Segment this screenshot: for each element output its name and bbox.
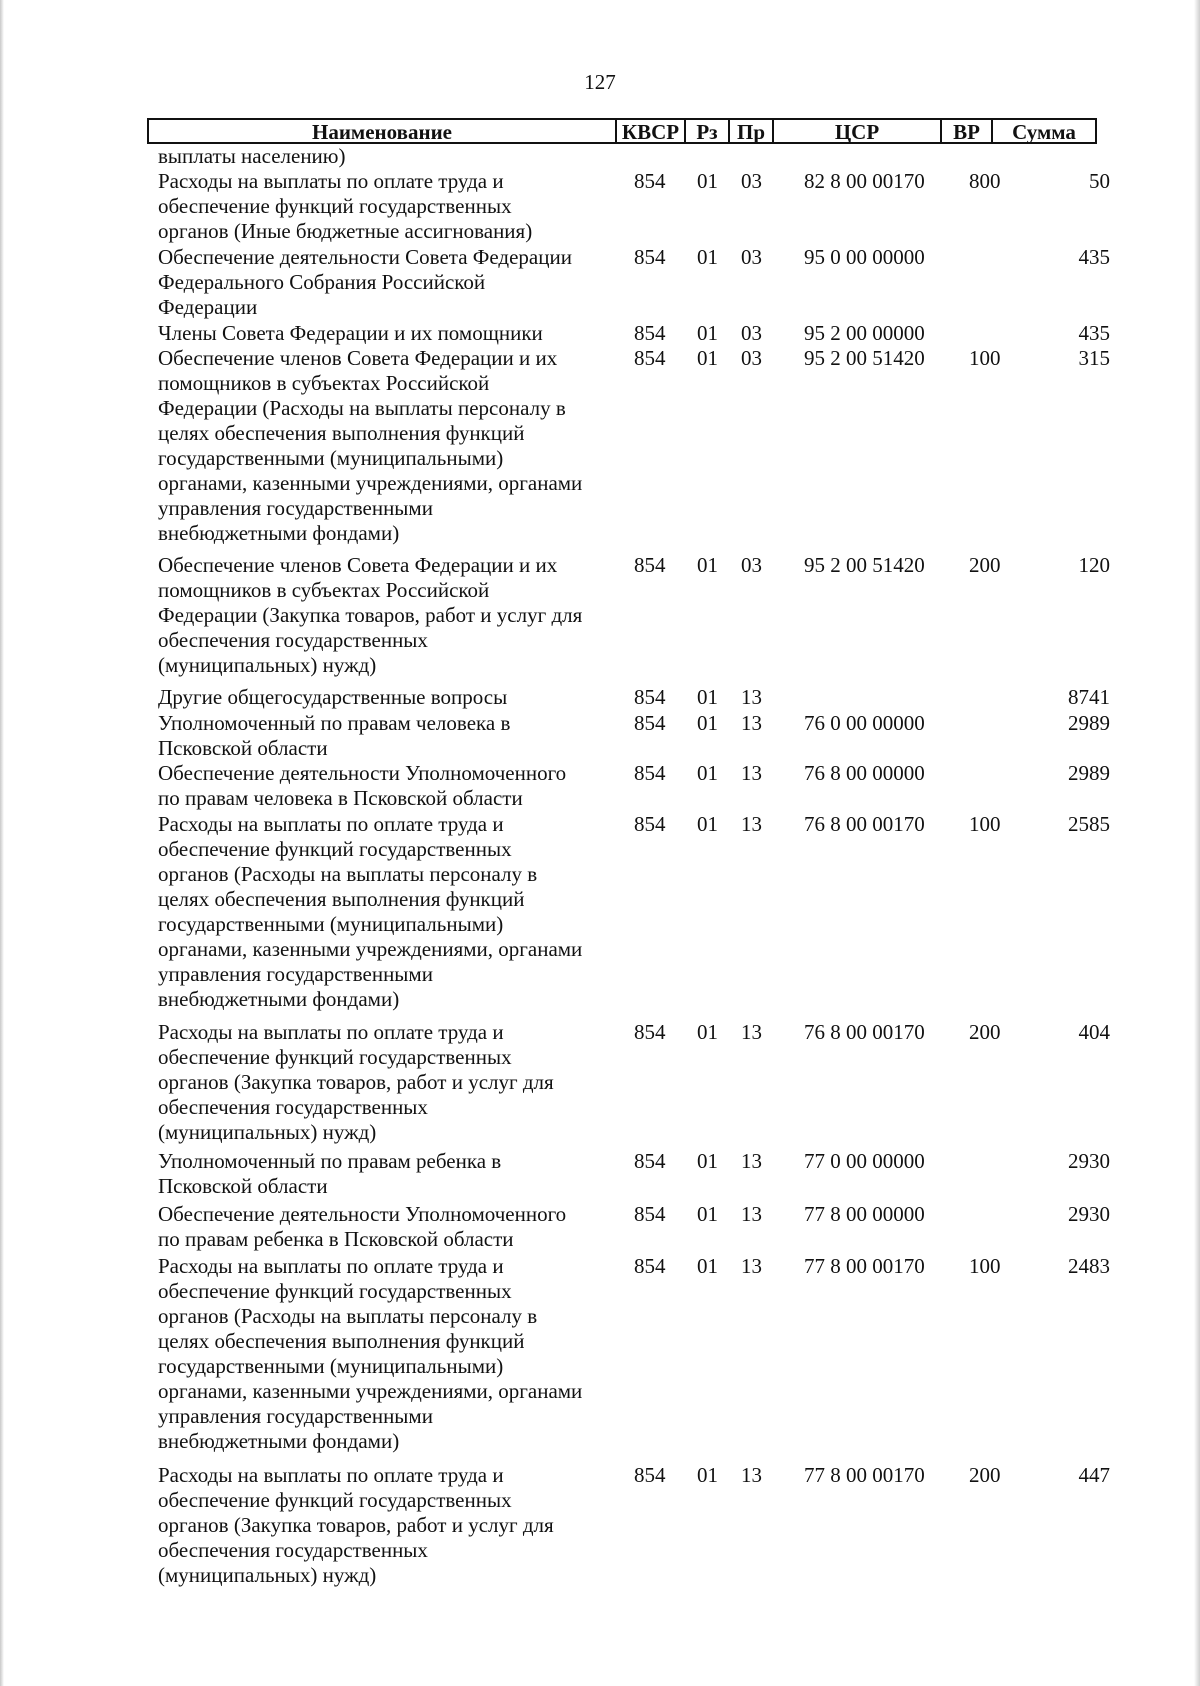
row-rz: 01	[697, 1463, 718, 1487]
row-rz: 01	[697, 169, 718, 193]
row-name: Уполномоченный по правам человека в Псковской области	[158, 711, 511, 760]
row-sum: 315	[1078, 346, 1110, 370]
row-kvsr: 854	[634, 1254, 666, 1278]
row-kvsr: 854	[634, 245, 666, 269]
row-name: Другие общегосударственные вопросы	[158, 685, 508, 709]
row-vr: 100	[969, 812, 1001, 836]
row-kvsr: 854	[634, 812, 666, 836]
row-rz: 01	[697, 1254, 718, 1278]
row-csr: 95 2 00 51420	[804, 346, 925, 370]
row-name: Обеспечение членов Совета Федерации и их помощников в субъектах Российской Федерации (Расходы на выплаты персоналу в целях обеспечения выполнения функций государственными (муниципальными) органами, казенными учреждениями, органами управления государственными внебюджетными фондами)	[158, 346, 583, 545]
row-pr: 03	[741, 169, 762, 193]
row-pr: 13	[741, 1020, 762, 1044]
table-header	[147, 118, 1097, 144]
row-sum: 435	[1078, 245, 1110, 269]
row-kvsr: 854	[634, 1202, 666, 1226]
row-csr: 77 0 00 00000	[804, 1149, 925, 1173]
row-sum: 2930	[1068, 1202, 1110, 1226]
scan-edge-right	[1194, 0, 1200, 1686]
row-sum: 8741	[1068, 685, 1110, 709]
row-pr: 13	[741, 1202, 762, 1226]
header-vr: ВР	[940, 120, 991, 142]
header-kvsr: КВСР	[615, 120, 684, 142]
row-sum: 50	[1089, 169, 1110, 193]
row-name: Обеспечение деятельности Совета Федерации Федерального Собрания Российской Федерации	[158, 245, 572, 319]
row-name: Расходы на выплаты по оплате труда и обеспечение функций государственных органов (Расходы на выплаты персоналу в целях обеспечения выполнения функций государственными (муниципальными) органами, казенными учреждениями, органами управления государственными внебюджетными фондами)	[158, 1254, 583, 1453]
row-csr: 95 2 00 00000	[804, 321, 925, 345]
row-sum: 404	[1078, 1020, 1110, 1044]
page-number: 127	[584, 70, 616, 94]
row-csr: 76 8 00 00170	[804, 812, 925, 836]
scan-edge-left	[0, 0, 4, 1686]
row-rz: 01	[697, 245, 718, 269]
row-kvsr: 854	[634, 761, 666, 785]
row-pr: 13	[741, 1149, 762, 1173]
row-csr: 76 0 00 00000	[804, 711, 925, 735]
row-pr: 03	[741, 346, 762, 370]
row-name: Расходы на выплаты по оплате труда и обеспечение функций государственных органов (Иные бюджетные ассигнования)	[158, 169, 533, 243]
row-kvsr: 854	[634, 169, 666, 193]
row-pr: 13	[741, 1254, 762, 1278]
row-csr: 77 8 00 00000	[804, 1202, 925, 1226]
row-sum: 2930	[1068, 1149, 1110, 1173]
row-sum: 120	[1078, 553, 1110, 577]
row-sum: 2989	[1068, 711, 1110, 735]
row-pr: 13	[741, 1463, 762, 1487]
row-rz: 01	[697, 761, 718, 785]
row-csr: 77 8 00 00170	[804, 1463, 925, 1487]
row-kvsr: 854	[634, 1149, 666, 1173]
row-kvsr: 854	[634, 685, 666, 709]
header-pr: Пр	[728, 120, 772, 142]
row-csr: 95 2 00 51420	[804, 553, 925, 577]
row-csr: 76 8 00 00170	[804, 1020, 925, 1044]
row-pr: 13	[741, 711, 762, 735]
row-pr: 13	[741, 685, 762, 709]
row-pr: 03	[741, 321, 762, 345]
row-rz: 01	[697, 1020, 718, 1044]
row-pr: 03	[741, 553, 762, 577]
row-rz: 01	[697, 711, 718, 735]
row-pr: 03	[741, 245, 762, 269]
row-rz: 01	[697, 321, 718, 345]
row-kvsr: 854	[634, 1020, 666, 1044]
row-rz: 01	[697, 812, 718, 836]
row-sum: 447	[1078, 1463, 1110, 1487]
row-rz: 01	[697, 1202, 718, 1226]
row-kvsr: 854	[634, 321, 666, 345]
row-rz: 01	[697, 685, 718, 709]
row-name: Обеспечение деятельности Уполномоченного по правам человека в Псковской области	[158, 761, 567, 810]
row-vr: 800	[969, 169, 1001, 193]
row-name: Расходы на выплаты по оплате труда и обеспечение функций государственных органов (Закупка товаров, работ и услуг для обеспечения государственных (муниципальных) нужд)	[158, 1463, 554, 1587]
row-kvsr: 854	[634, 346, 666, 370]
row-csr: 82 8 00 00170	[804, 169, 925, 193]
row-vr: 200	[969, 553, 1001, 577]
row-sum: 435	[1078, 321, 1110, 345]
row-vr: 100	[969, 346, 1001, 370]
row-csr: 76 8 00 00000	[804, 761, 925, 785]
row-csr: 77 8 00 00170	[804, 1254, 925, 1278]
row-sum: 2483	[1068, 1254, 1110, 1278]
row-kvsr: 854	[634, 553, 666, 577]
header-csr: ЦСР	[772, 120, 940, 142]
row-vr: 200	[969, 1020, 1001, 1044]
row-name: Обеспечение членов Совета Федерации и их помощников в субъектах Российской Федерации (Закупка товаров, работ и услуг для обеспечения государственных (муниципальных) нужд)	[158, 553, 583, 677]
row-rz: 01	[697, 346, 718, 370]
row-kvsr: 854	[634, 1463, 666, 1487]
header-rz: Рз	[684, 120, 728, 142]
row-sum: 2989	[1068, 761, 1110, 785]
row-pr: 13	[741, 812, 762, 836]
row-rz: 01	[697, 1149, 718, 1173]
row-rz: 01	[697, 553, 718, 577]
row-kvsr: 854	[634, 711, 666, 735]
row-name: Обеспечение деятельности Уполномоченного по правам ребенка в Псковской области	[158, 1202, 567, 1251]
row-sum: 2585	[1068, 812, 1110, 836]
header-sum: Сумма	[991, 120, 1095, 142]
row-csr: 95 0 00 00000	[804, 245, 925, 269]
row-vr: 200	[969, 1463, 1001, 1487]
row-name: Члены Совета Федерации и их помощники	[158, 321, 543, 345]
row-name: выплаты населению)	[158, 144, 346, 168]
row-name: Уполномоченный по правам ребенка в Псковской области	[158, 1149, 502, 1198]
header-name: Наименование	[312, 120, 452, 144]
row-pr: 13	[741, 761, 762, 785]
row-vr: 100	[969, 1254, 1001, 1278]
row-name: Расходы на выплаты по оплате труда и обеспечение функций государственных органов (Расходы на выплаты персоналу в целях обеспечения выполнения функций государственными (муниципальными) органами, казенными учреждениями, органами управления государственными внебюджетными фондами)	[158, 812, 583, 1011]
row-name: Расходы на выплаты по оплате труда и обеспечение функций государственных органов (Закупка товаров, работ и услуг для обеспечения государственных (муниципальных) нужд)	[158, 1020, 554, 1144]
